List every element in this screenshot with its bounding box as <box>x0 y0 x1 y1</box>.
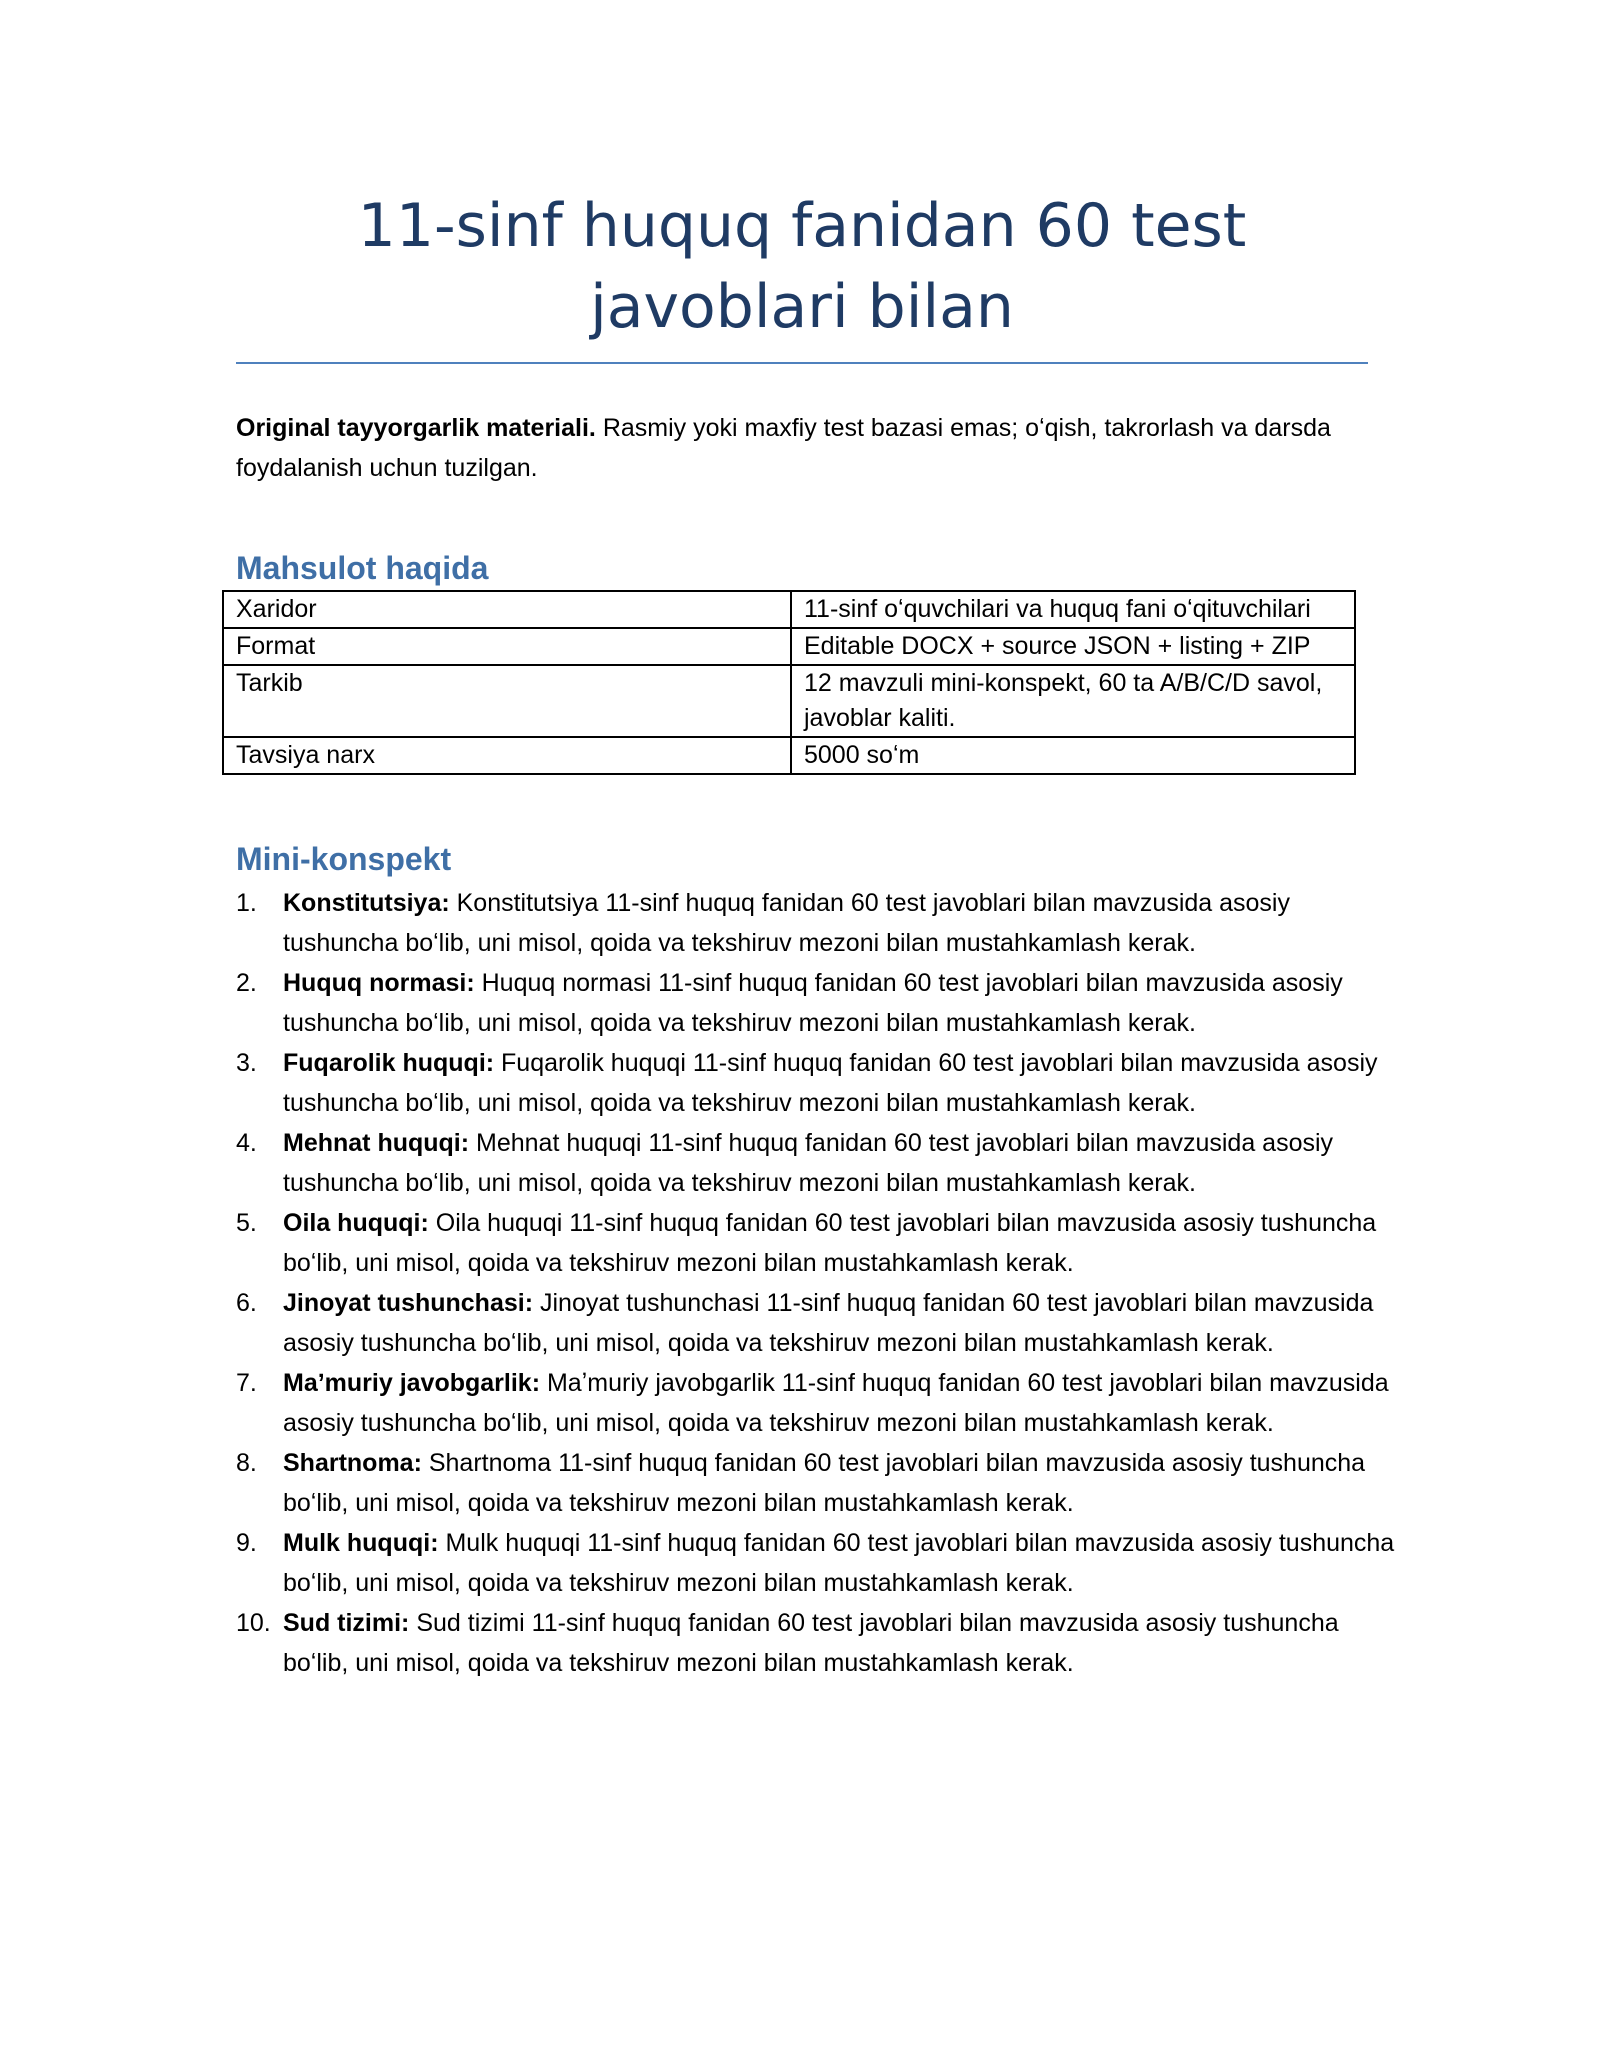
table-cell-key: Format <box>223 628 791 665</box>
product-section-heading: Mahsulot haqida <box>236 550 489 586</box>
list-item-term: Huquq normasi: <box>283 969 475 997</box>
table-cell-value: 12 mavzuli mini-konspekt, 60 ta A/B/C/D savol, javoblar kaliti. <box>791 665 1355 737</box>
list-item-number: 8. <box>236 1449 257 1477</box>
list-item-number: 9. <box>236 1529 257 1557</box>
list-item-term: Mehnat huquqi: <box>283 1129 470 1157</box>
list-item <box>236 1523 1395 1603</box>
table-cell-key: Tavsiya narx <box>223 737 791 774</box>
mini-konspekt-list <box>236 883 1395 1683</box>
list-item-text: Huquq normasi 11-sinf huquq fanidan 60 test javoblari bilan mavzusida asosiy tushuncha boʻlib, uni misol, qoida va tekshiruv mezoni bilan mustahkamlash kerak. <box>283 969 1343 1037</box>
list-item-number: 7. <box>236 1369 257 1397</box>
list-item-term: Sud tizimi: <box>283 1609 410 1637</box>
list-item-text: Mehnat huquqi 11-sinf huquq fanidan 60 test javoblari bilan mavzusida asosiy tushuncha boʻlib, uni misol, qoida va tekshiruv mezoni bilan mustahkamlash kerak. <box>283 1129 1334 1197</box>
table-cell-value: Editable DOCX + source JSON + listing + ZIP <box>791 628 1355 665</box>
list-item <box>236 963 1395 1043</box>
table-cell-value: 5000 soʻm <box>791 737 1355 774</box>
list-item-text: Mulk huquqi 11-sinf huquq fanidan 60 test javoblari bilan mavzusida asosiy tushuncha boʻlib, uni misol, qoida va tekshiruv mezoni bilan mustahkamlash kerak. <box>283 1529 1395 1597</box>
table-cell-key: Tarkib <box>223 665 791 737</box>
list-item-number: 2. <box>236 969 257 997</box>
list-item <box>236 1363 1395 1443</box>
list-item-number: 3. <box>236 1049 257 1077</box>
list-item <box>236 1123 1395 1203</box>
mini-konspekt-heading: Mini-konspekt <box>236 841 452 877</box>
list-item-number: 6. <box>236 1289 257 1317</box>
list-item-text: Konstitutsiya 11-sinf huquq fanidan 60 test javoblari bilan mavzusida asosiy tushuncha boʻlib, uni misol, qoida va tekshiruv mezoni bilan mustahkamlash kerak. <box>283 889 1290 957</box>
intro-paragraph <box>236 408 1376 488</box>
list-item-number: 5. <box>236 1209 257 1237</box>
list-item <box>236 1603 1395 1683</box>
list-item-term: Shartnoma: <box>283 1449 422 1477</box>
list-item <box>236 1443 1395 1523</box>
intro-text: Rasmiy yoki maxfiy test bazasi emas; oʻqish, takrorlash va darsda foydalanish uchun tuzilgan. <box>236 414 1331 482</box>
table-row <box>223 737 1355 774</box>
list-item <box>236 1203 1395 1283</box>
list-item <box>236 883 1395 963</box>
list-item-number: 10. <box>236 1609 271 1637</box>
table-cell-key: Xaridor <box>223 591 791 628</box>
list-item-term: Fuqarolik huquqi: <box>283 1049 495 1077</box>
list-item-number: 4. <box>236 1129 257 1157</box>
list-item-text: Shartnoma 11-sinf huquq fanidan 60 test javoblari bilan mavzusida asosiy tushuncha boʻlib, uni misol, qoida va tekshiruv mezoni bilan mustahkamlash kerak. <box>283 1449 1366 1517</box>
list-item-text: Oila huquqi 11-sinf huquq fanidan 60 test javoblari bilan mavzusida asosiy tushuncha boʻlib, uni misol, qoida va tekshiruv mezoni bilan mustahkamlash kerak. <box>283 1209 1377 1277</box>
product-info-table <box>222 590 1356 775</box>
list-item-term: Oila huquqi: <box>283 1209 429 1237</box>
table-row <box>223 591 1355 628</box>
list-item-term: Jinoyat tushunchasi: <box>283 1289 534 1317</box>
table-row <box>223 628 1355 665</box>
table-cell-value: 11-sinf oʻquvchilari va huquq fani oʻqituvchilari <box>791 591 1355 628</box>
list-item-text: Fuqarolik huquqi 11-sinf huquq fanidan 60 test javoblari bilan mavzusida asosiy tushuncha boʻlib, uni misol, qoida va tekshiruv mezoni bilan mustahkamlash kerak. <box>283 1049 1378 1117</box>
list-item-text: Sud tizimi 11-sinf huquq fanidan 60 test javoblari bilan mavzusida asosiy tushuncha boʻlib, uni misol, qoida va tekshiruv mezoni bilan mustahkamlash kerak. <box>283 1609 1339 1677</box>
table-row <box>223 665 1355 737</box>
list-item <box>236 1283 1395 1363</box>
intro-bold-label: Original tayyorgarlik materiali. <box>236 414 596 442</box>
list-item <box>236 1043 1395 1123</box>
list-item-term: Konstitutsiya: <box>283 889 450 917</box>
page-title: 11-sinf huquq fanidan 60 test javoblari bilan <box>236 186 1368 364</box>
list-item-text: Jinoyat tushunchasi 11-sinf huquq fanidan 60 test javoblari bilan mavzusida asosiy tushuncha boʻlib, uni misol, qoida va tekshiruv mezoni bilan mustahkamlash kerak. <box>283 1289 1374 1357</box>
list-item-term: Mulk huquqi: <box>283 1529 439 1557</box>
list-item-text: Maʼmuriy javobgarlik 11-sinf huquq fanidan 60 test javoblari bilan mavzusida asosiy tushuncha boʻlib, uni misol, qoida va tekshiruv mezoni bilan mustahkamlash kerak. <box>283 1369 1389 1437</box>
list-item-term: Maʼmuriy javobgarlik: <box>283 1369 541 1397</box>
document-page <box>236 186 1395 1683</box>
list-item-number: 1. <box>236 889 257 917</box>
